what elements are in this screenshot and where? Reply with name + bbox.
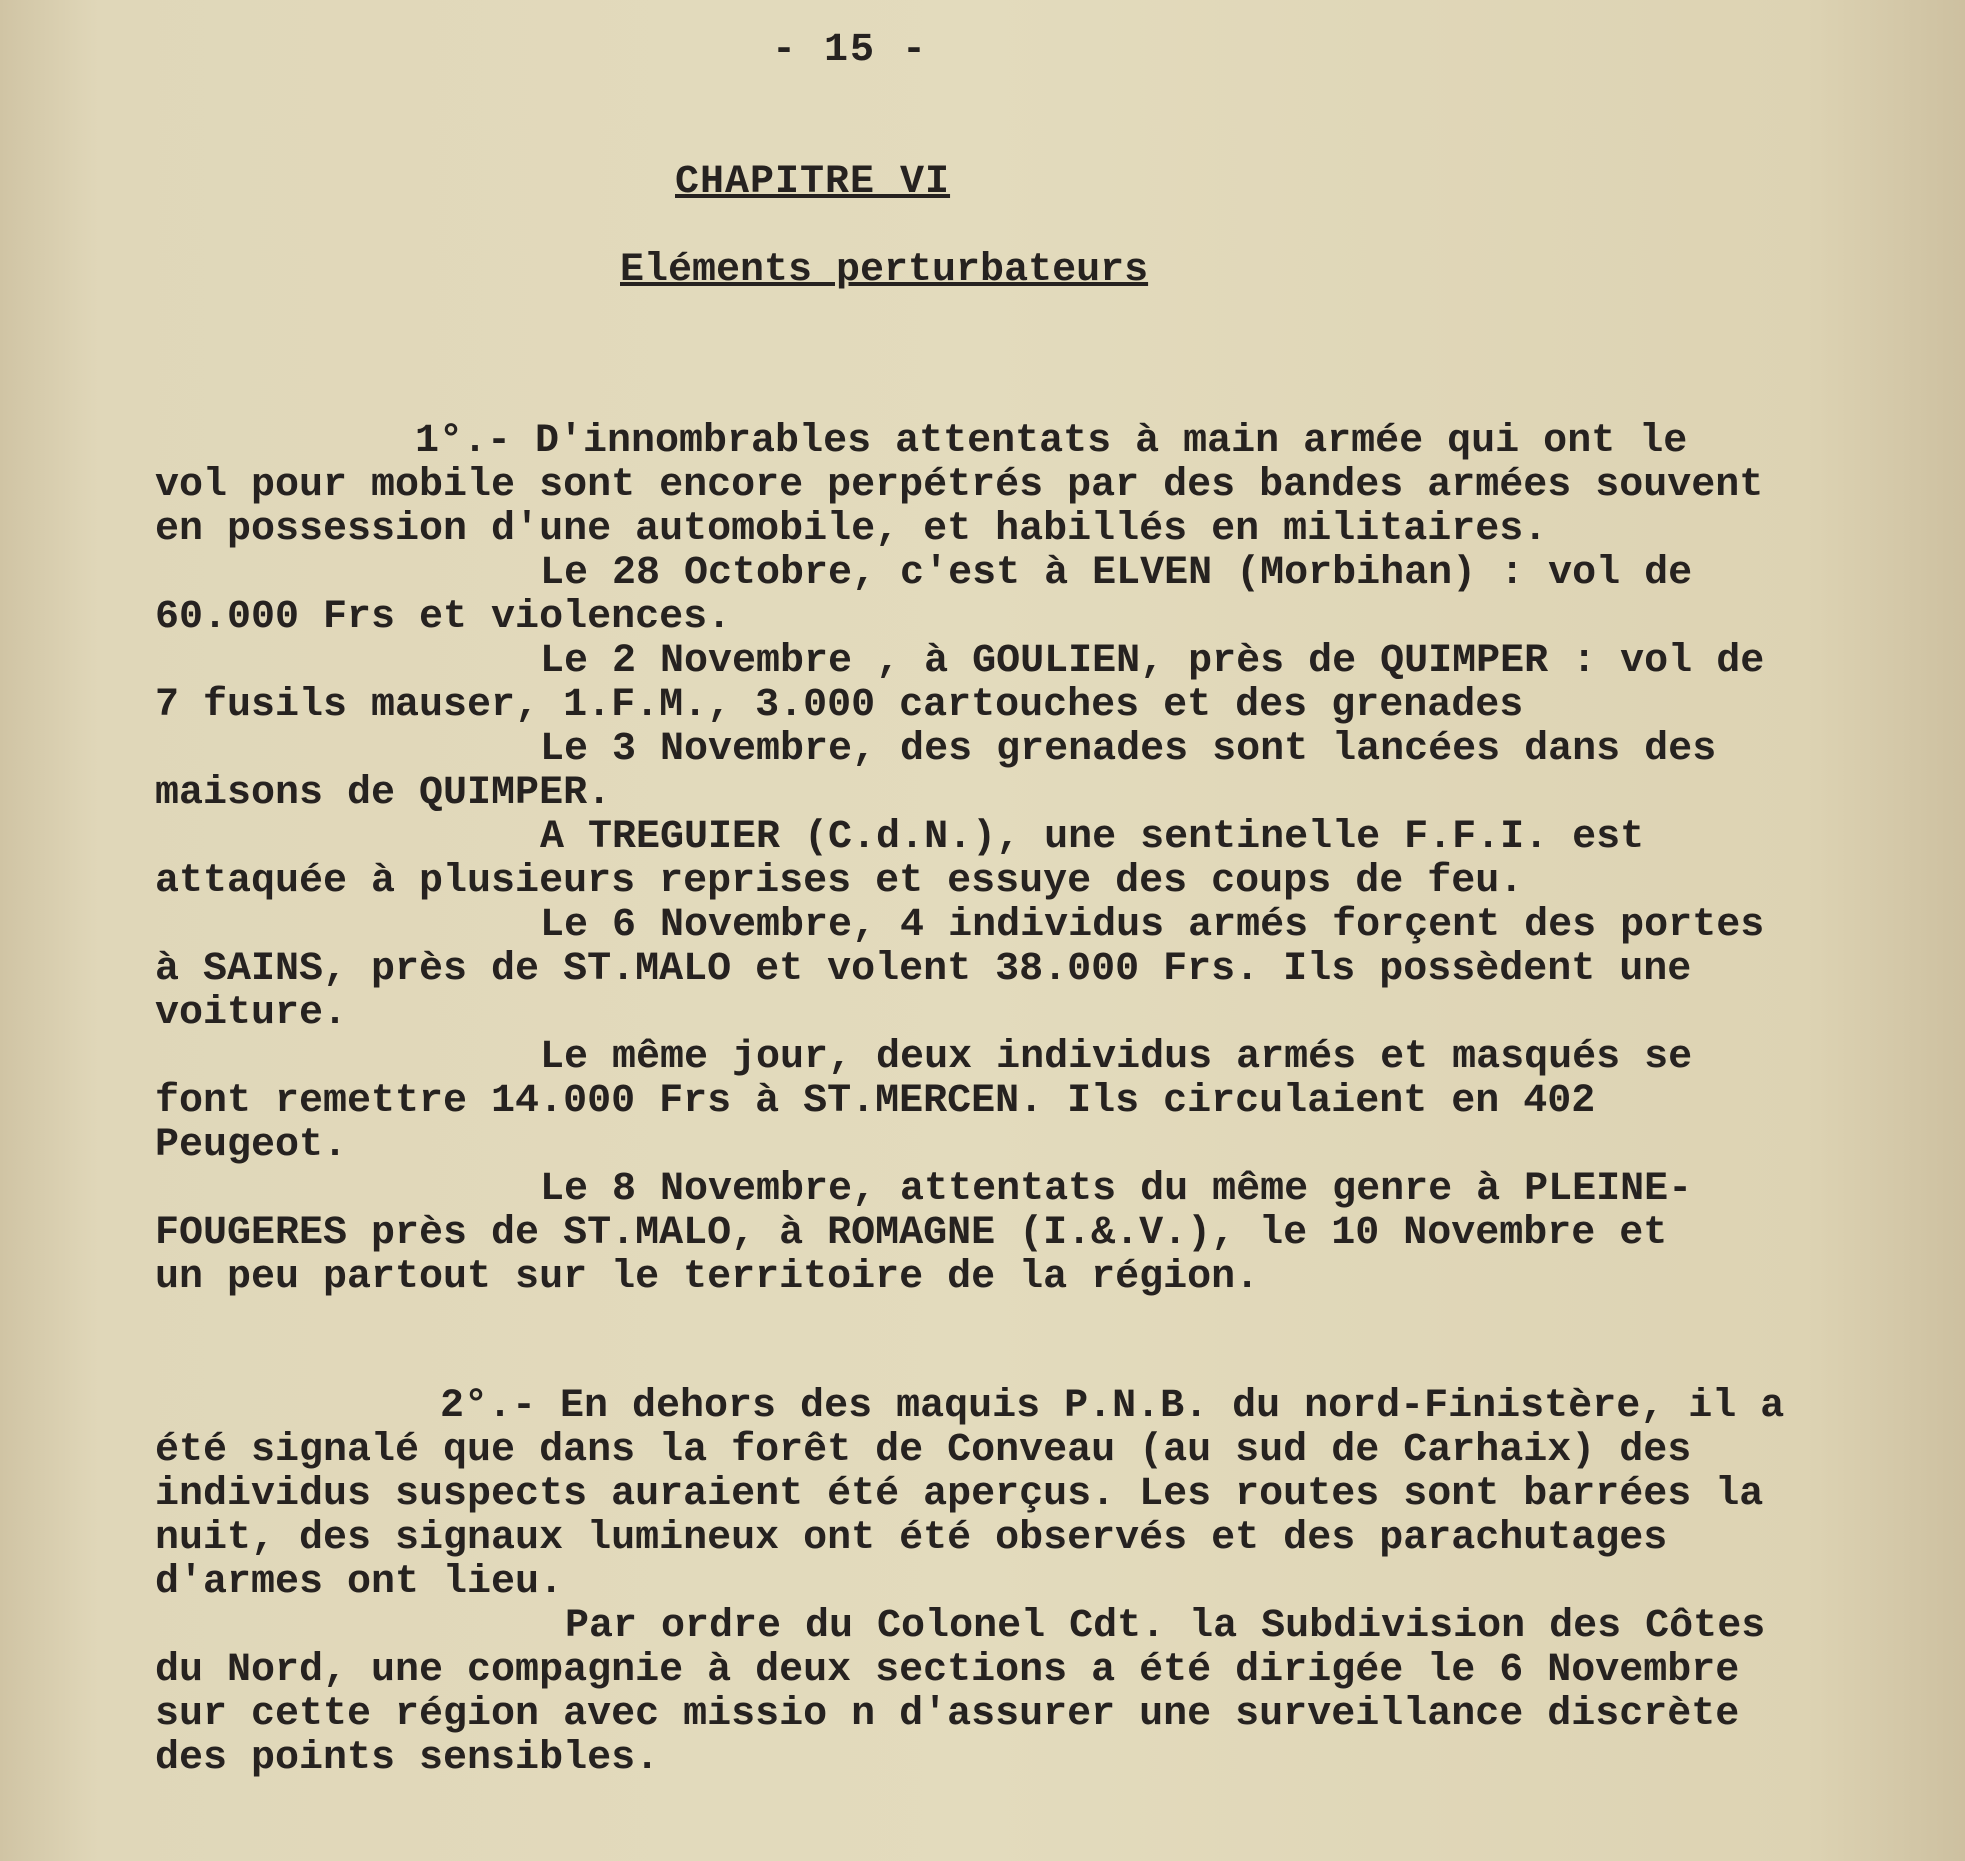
text-line: maisons de QUIMPER. xyxy=(155,771,612,816)
text-line: 1°.- D'innombrables attentats à main armée qui ont le xyxy=(415,419,1688,464)
text-line: vol pour mobile sont encore perpétrés par des bandes armées souvent xyxy=(155,463,1764,508)
text-line: Le 28 Octobre, c'est à ELVEN (Morbihan) : vol de xyxy=(540,551,1693,596)
text-line: voiture. xyxy=(155,991,348,1036)
text-line: attaquée à plusieurs reprises et essuye des coups de feu. xyxy=(155,859,1524,904)
text-line: 7 fusils mauser, 1.F.M., 3.000 cartouches et des grenades xyxy=(155,683,1524,728)
text-line: d'armes ont lieu. xyxy=(155,1560,564,1605)
paragraph-1 xyxy=(155,420,1935,1300)
paragraph-2 xyxy=(155,1385,1935,1781)
text-line: du Nord, une compagnie à deux sections a été dirigée le 6 Novembre xyxy=(155,1648,1740,1693)
text-line: en possession d'une automobile, et habillés en militaires. xyxy=(155,507,1548,552)
text-line: Le 8 Novembre, attentats du même genre à PLEINE- xyxy=(540,1167,1693,1212)
text-line: Le 2 Novembre , à GOULIEN, près de QUIMPER : vol de xyxy=(540,639,1765,684)
text-line: des points sensibles. xyxy=(155,1736,660,1781)
text-line: un peu partout sur le territoire de la région. xyxy=(155,1255,1260,1300)
text-line: Le 6 Novembre, 4 individus armés forçent des portes xyxy=(540,903,1765,948)
text-line: à SAINS, près de ST.MALO et volent 38.000 Frs. Ils possèdent une xyxy=(155,947,1692,992)
text-line: été signalé que dans la forêt de Conveau (au sud de Carhaix) des xyxy=(155,1428,1692,1473)
text-line: A TREGUIER (C.d.N.), une sentinelle F.F.I. est xyxy=(540,815,1645,860)
text-line: font remettre 14.000 Frs à ST.MERCEN. Ils circulaient en 402 xyxy=(155,1079,1596,1124)
text-line: individus suspects auraient été aperçus. Les routes sont barrées la xyxy=(155,1472,1764,1517)
text-line: sur cette région avec missio n d'assurer une surveillance discrète xyxy=(155,1692,1740,1737)
section-title: Eléments perturbateurs xyxy=(620,248,1149,293)
text-line: Le même jour, deux individus armés et masqués se xyxy=(540,1035,1693,1080)
text-line: Peugeot. xyxy=(155,1123,348,1168)
text-line: Le 3 Novembre, des grenades sont lancées dans des xyxy=(540,727,1717,772)
text-line: 60.000 Frs et violences. xyxy=(155,595,732,640)
text-line: Par ordre du Colonel Cdt. la Subdivision des Côtes xyxy=(565,1604,1766,1649)
chapter-heading: CHAPITRE VI xyxy=(675,160,951,205)
page-number: - 15 - xyxy=(771,28,929,73)
text-line: nuit, des signaux lumineux ont été observés et des parachutages xyxy=(155,1516,1668,1561)
text-line: FOUGERES près de ST.MALO, à ROMAGNE (I.&.V.), le 10 Novembre et xyxy=(155,1211,1668,1256)
text-line: 2°.- En dehors des maquis P.N.B. du nord-Finistère, il a xyxy=(440,1384,1785,1429)
